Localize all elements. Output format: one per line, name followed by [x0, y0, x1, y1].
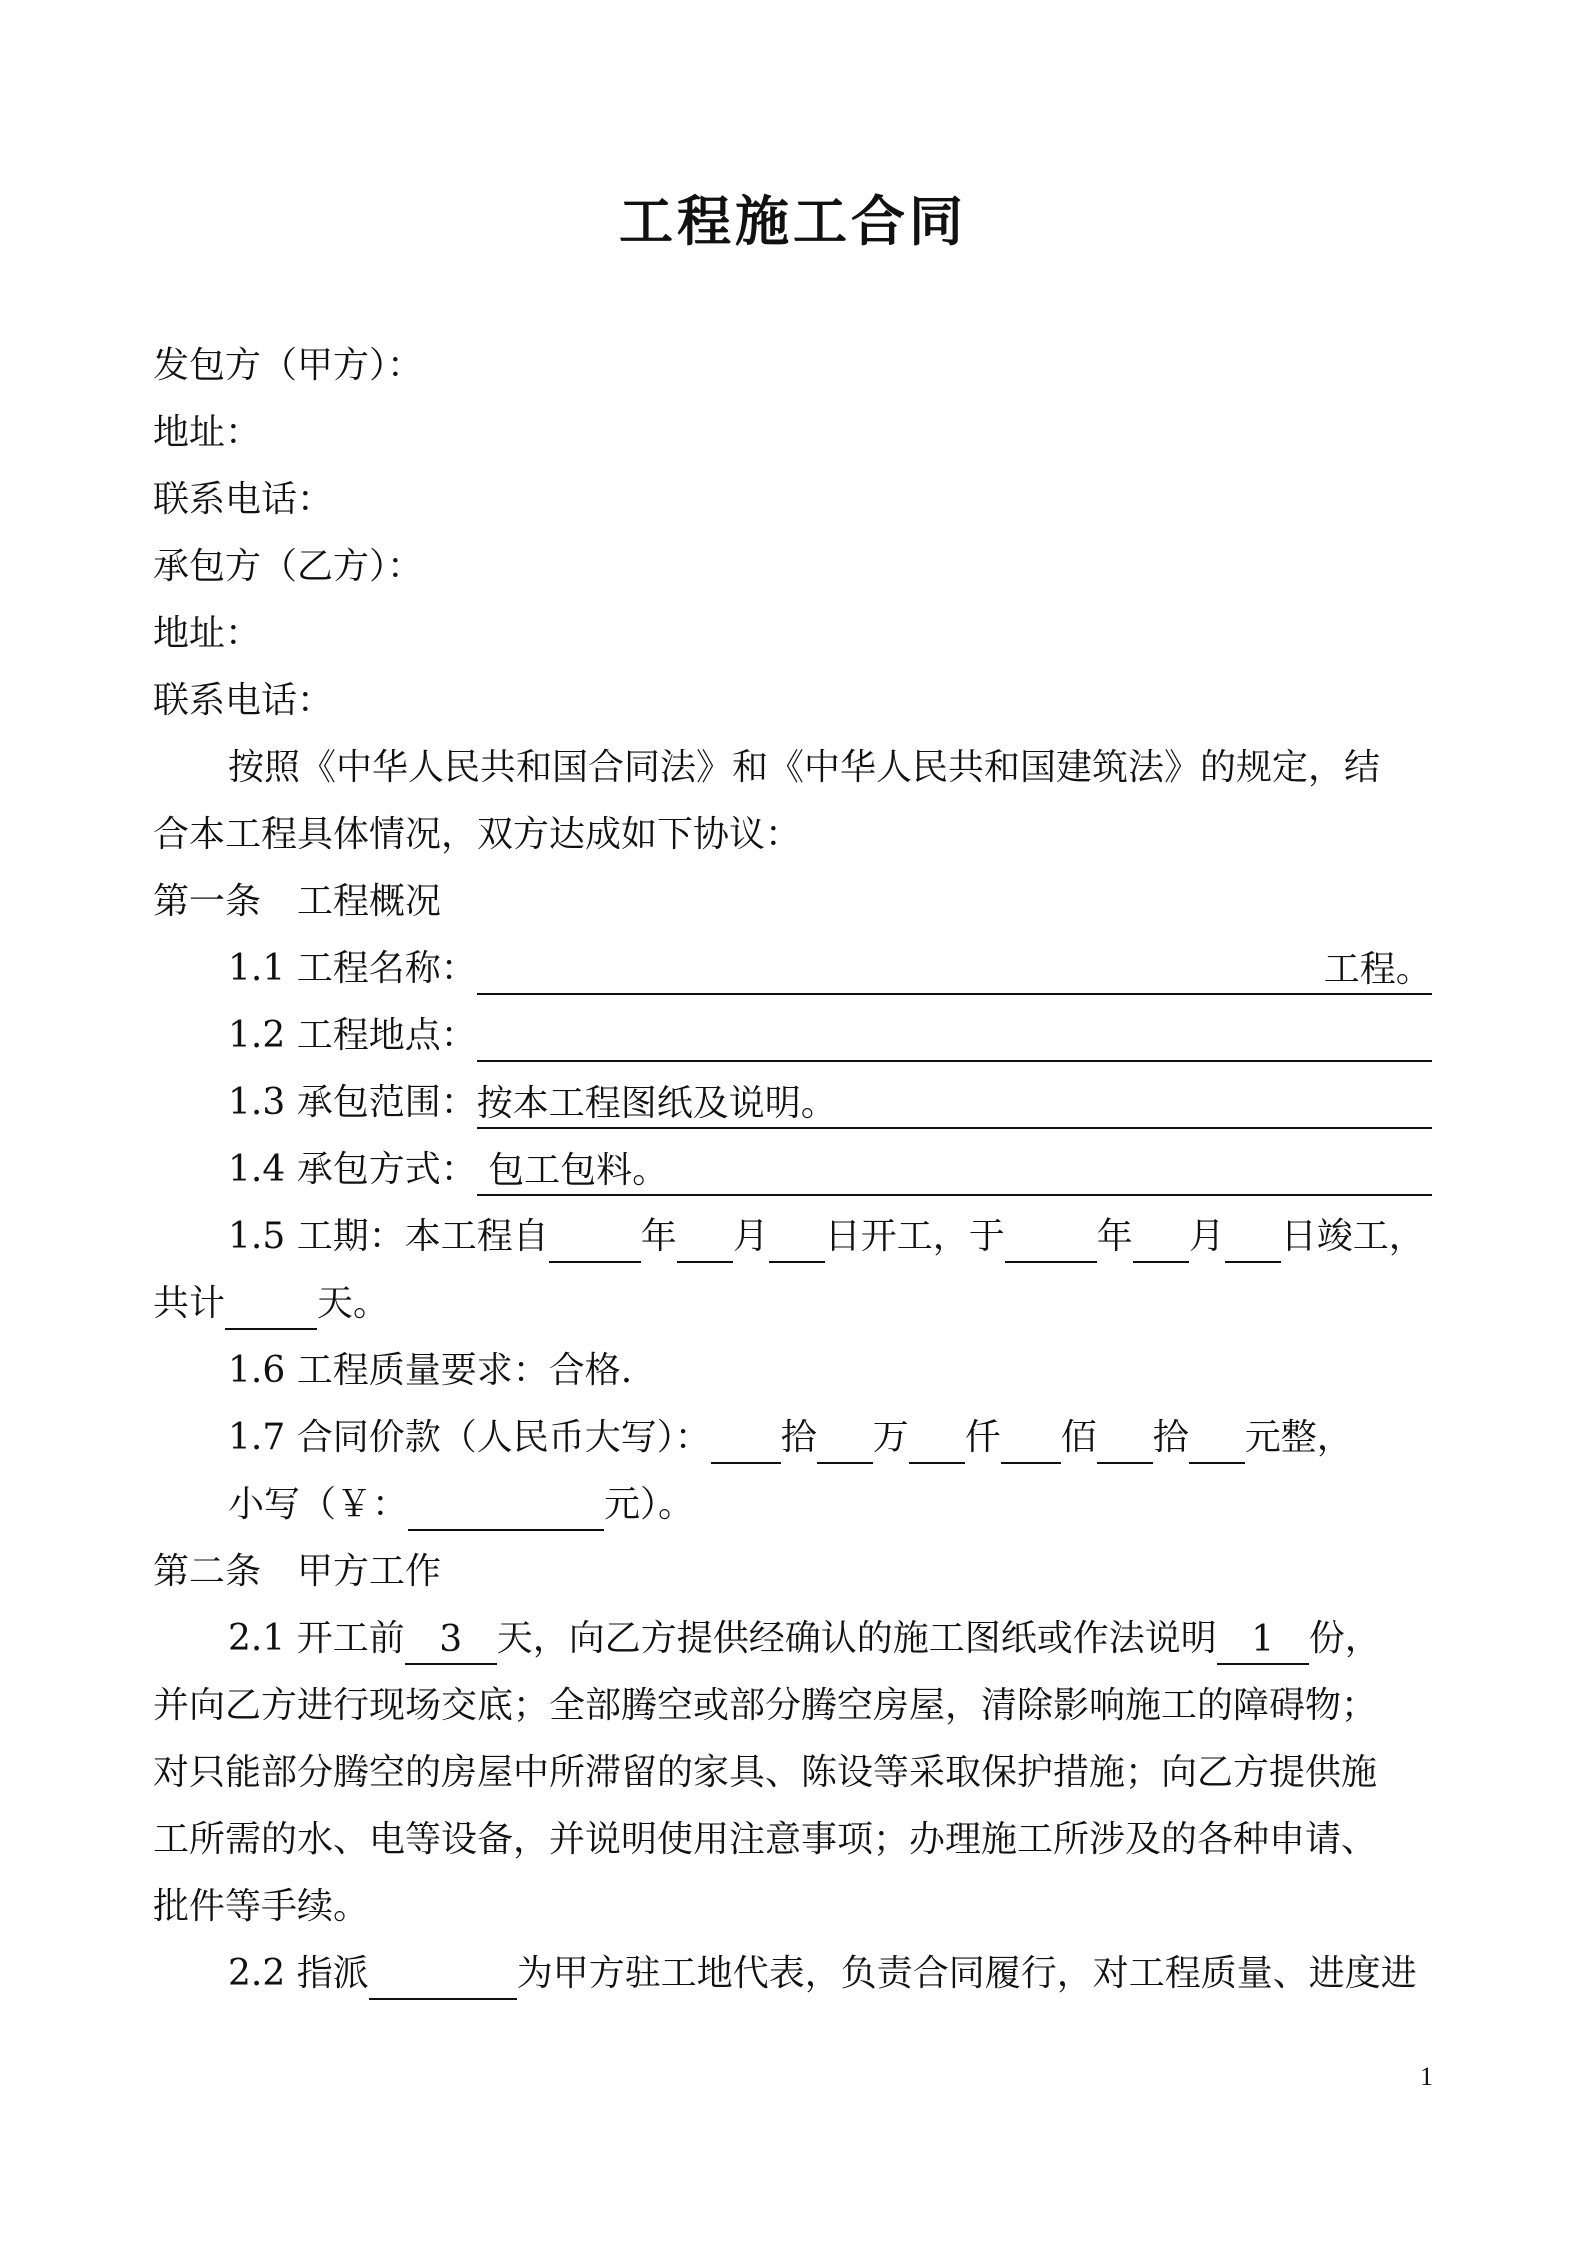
year-label-2: 年 — [1096, 1216, 1133, 1257]
price-blank-4 — [1001, 1416, 1061, 1464]
item-1-5 — [228, 1211, 1425, 1263]
month-label-2: 月 — [1188, 1216, 1225, 1257]
item-2-2-suffix: 为甲方驻工地代表，负责合同履行，对工程质量、进度进 — [516, 1953, 1417, 1994]
item-1-2 — [228, 1010, 1432, 1062]
end-day-label: 日竣工， — [1280, 1216, 1425, 1257]
item-2-1-mid: 天，向乙方提供经确认的施工图纸或作法说明 — [496, 1618, 1217, 1659]
item-2-2-prefix: 2.2 指派 — [228, 1953, 369, 1994]
party-b-label: 承包方（乙方）： — [153, 546, 424, 587]
price-unit-wan: 万 — [872, 1417, 909, 1458]
small-amount-suffix: 元）。 — [604, 1484, 695, 1525]
copies-field — [1217, 1617, 1309, 1665]
item-1-3-label: 1.3 承包范围： — [228, 1082, 477, 1123]
item-1-1 — [228, 943, 1432, 995]
item-1-6: 1.6 工程质量要求：合格. — [228, 1350, 633, 1391]
start-day-blank — [769, 1215, 825, 1263]
end-month-blank — [1133, 1215, 1189, 1263]
total-prefix: 共计 — [153, 1283, 226, 1324]
item-1-1-label: 1.1 工程名称： — [228, 948, 477, 989]
item-1-4-label: 1.4 承包方式： — [228, 1149, 477, 1190]
period-prefix: 1.5 工期：本工程自 — [228, 1216, 549, 1257]
item-2-1-prefix: 2.1 开工前 — [228, 1618, 405, 1659]
contract-mode-field — [477, 1148, 1432, 1196]
price-prefix: 1.7 合同价款（人民币大写）： — [228, 1417, 711, 1458]
copies-value: 1 — [1251, 1619, 1275, 1660]
small-amount-blank — [408, 1483, 604, 1531]
total-days-blank — [225, 1282, 317, 1330]
days-value: 3 — [439, 1619, 463, 1660]
item-1-2-label: 1.2 工程地点： — [228, 1015, 477, 1056]
price-blank-3 — [909, 1416, 965, 1464]
item-2-1-line-3: 对只能部分腾空的房屋中所滞留的家具、陈设等采取保护措施；向乙方提供施 — [153, 1752, 1378, 1793]
page-number: 1 — [1420, 2062, 1433, 2091]
scope-field — [477, 1081, 1432, 1129]
price-unit-shi: 拾 — [1152, 1417, 1189, 1458]
year-label: 年 — [640, 1216, 677, 1257]
price-blank-6 — [1189, 1416, 1245, 1464]
item-1-5-total — [153, 1278, 389, 1330]
item-1-4 — [228, 1144, 1432, 1196]
item-1-7-small — [228, 1479, 694, 1531]
article-1-heading: 第一条 工程概况 — [153, 881, 442, 922]
price-unit-qian: 仟 — [964, 1417, 1001, 1458]
price-blank-1 — [711, 1416, 781, 1464]
party-b-phone: 联系电话： — [153, 680, 334, 721]
item-2-1-line-5: 批件等手续。 — [153, 1886, 370, 1927]
preamble-line-1: 按照《中华人民共和国合同法》和《中华人民共和国建筑法》的规定，结 — [228, 747, 1381, 788]
price-blank-5 — [1097, 1416, 1153, 1464]
item-2-1-suffix: 份， — [1308, 1618, 1381, 1659]
start-month-blank — [677, 1215, 733, 1263]
party-a-label: 发包方（甲方）： — [153, 345, 424, 386]
project-location-field — [477, 1014, 1432, 1062]
price-unit-bai: 佰 — [1060, 1417, 1097, 1458]
project-name-field — [477, 947, 1432, 995]
item-2-1 — [228, 1613, 1381, 1665]
start-year-blank — [549, 1215, 641, 1263]
item-2-2 — [228, 1948, 1417, 2000]
total-suffix: 天。 — [317, 1283, 390, 1324]
scope-value: 按本工程图纸及说明。 — [476, 1083, 837, 1124]
party-a-address: 地址： — [153, 412, 262, 453]
price-unit-shiwan: 拾 — [780, 1417, 817, 1458]
representative-blank — [369, 1952, 517, 2000]
month-label: 月 — [732, 1216, 769, 1257]
party-b-address: 地址： — [153, 613, 262, 654]
preamble-line-2: 合本工程具体情况，双方达成如下协议： — [153, 814, 802, 855]
document-title: 工程施工合同 — [619, 189, 967, 253]
small-amount-prefix: 小写（￥： — [228, 1484, 409, 1525]
item-2-1-line-2: 并向乙方进行现场交底；全部腾空或部分腾空房屋，清除影响施工的障碍物； — [153, 1685, 1378, 1726]
end-day-blank — [1225, 1215, 1281, 1263]
party-a-phone: 联系电话： — [153, 479, 334, 520]
article-2-heading: 第二条 甲方工作 — [153, 1551, 442, 1592]
days-field — [405, 1617, 497, 1665]
item-1-7 — [228, 1412, 1353, 1464]
price-unit-yuan: 元整， — [1244, 1417, 1353, 1458]
contract-mode-value: 包工包料。 — [488, 1150, 669, 1191]
item-2-1-line-4: 工所需的水、电等设备，并说明使用注意事项；办理施工所涉及的各种申请、 — [153, 1819, 1378, 1860]
item-1-3 — [228, 1077, 1432, 1129]
price-blank-2 — [817, 1416, 873, 1464]
project-name-suffix: 工程。 — [1323, 949, 1432, 990]
start-day-label: 日开工，于 — [824, 1216, 1005, 1257]
end-year-blank — [1005, 1215, 1097, 1263]
